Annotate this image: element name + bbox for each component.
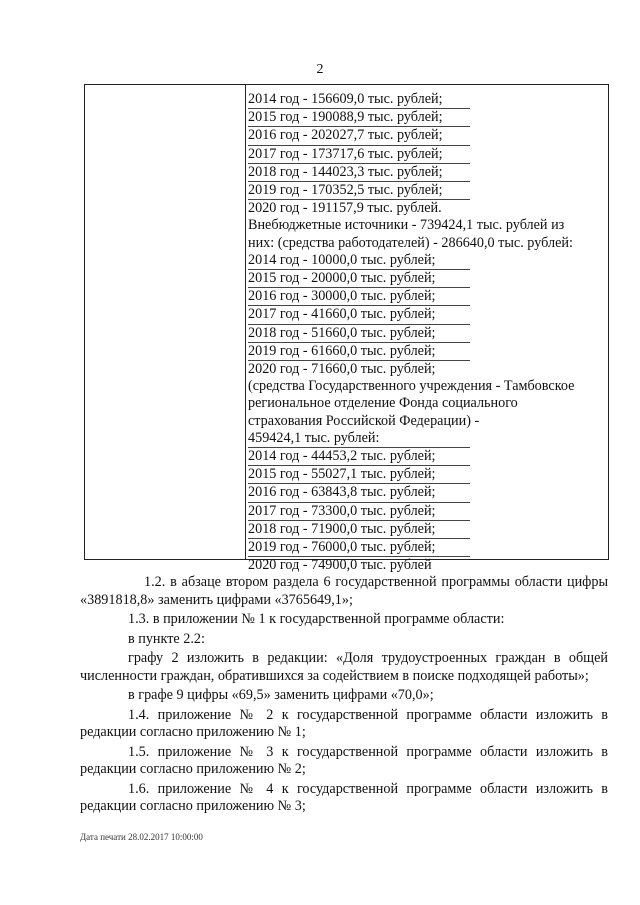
table-right-cell [248, 91, 603, 574]
table-line: 2017 год - 173717,6 тыс. рублей; [248, 146, 470, 164]
table-line: 2017 год - 41660,0 тыс. рублей; [248, 306, 470, 324]
paragraph-column-2: графу 2 изложить в редакции: «Доля трудоустроенных граждан в общей численности граждан, обратившихся за содействием в поиске подходящей работы»; [80, 650, 608, 684]
table-line: 2015 год - 190088,9 тыс. рублей; [248, 109, 470, 127]
table-line: 459424,1 тыс. рублей: [248, 430, 470, 448]
paragraph-1-5: 1.5. приложение № 3 к государственной программе области изложить в редакции согласно приложению № 2; [80, 743, 608, 777]
page-number: 2 [316, 62, 324, 77]
paragraph-column-9: в графе 9 цифры «69,5» заменить цифрами «70,0»; [128, 687, 434, 703]
table-line: 2020 год - 71660,0 тыс. рублей; [248, 361, 436, 378]
table-line: 2014 год - 10000,0 тыс. рублей; [248, 252, 470, 270]
amendment-text [80, 574, 608, 818]
table-line: 2018 год - 144023,3 тыс. рублей; [248, 164, 470, 182]
table-line: 2014 год - 44453,2 тыс. рублей; [248, 448, 470, 466]
table-line: 2019 год - 170352,5 тыс. рублей; [248, 182, 470, 200]
table-line: 2015 год - 55027,1 тыс. рублей; [248, 466, 470, 484]
table-line: 2019 год - 76000,0 тыс. рублей; [248, 539, 470, 557]
paragraph-point-2-2: в пункте 2.2: [128, 630, 205, 647]
table-line: страхования Российской Федерации) - [248, 412, 480, 429]
paragraph-1-2: 1.2. в абзаце втором раздела 6 государственной программы области цифры «3891818,8» заменить цифрами «3765649,1»; [80, 574, 608, 608]
table-line: 2019 год - 61660,0 тыс. рублей; [248, 343, 470, 361]
table-line: 2020 год - 191157,9 тыс. рублей. [248, 200, 442, 217]
table-line: 2016 год - 202027,7 тыс. рублей; [248, 127, 470, 145]
table-line: (средства Государственного учреждения - Тамбовское [248, 378, 575, 395]
table-line: региональное отделение Фонда социального [248, 395, 518, 412]
paragraph-1-4: 1.4. приложение № 2 к государственной программе области изложить в редакции согласно приложению № 1; [80, 706, 608, 740]
table-line: них: (средства работодателей) - 286640,0 тыс. рублей: [248, 234, 573, 251]
table-line: 2014 год - 156609,0 тыс. рублей; [248, 91, 470, 109]
table-line: 2018 год - 71900,0 тыс. рублей; [248, 521, 470, 539]
table-line: 2016 год - 30000,0 тыс. рублей; [248, 288, 470, 306]
paragraph-1-3: 1.3. в приложении № 1 к государственной программе области: [128, 611, 505, 627]
table-line: 2017 год - 73300,0 тыс. рублей; [248, 503, 470, 521]
print-date-footer: Дата печати 28.02.2017 10:00:00 [80, 832, 203, 842]
table-line: 2015 год - 20000,0 тыс. рублей; [248, 270, 470, 288]
table-line: Внебюджетные источники - 739424,1 тыс. рублей из [248, 217, 565, 234]
table-column-divider [245, 85, 246, 559]
funding-table [84, 84, 609, 574]
table-line: 2016 год - 63843,8 тыс. рублей; [248, 484, 470, 502]
table-line: 2020 год - 74900,0 тыс. рублей [248, 557, 432, 574]
table-line: 2018 год - 51660,0 тыс. рублей; [248, 325, 470, 343]
paragraph-1-6: 1.6. приложение № 4 к государственной программе области изложить в редакции согласно приложению № 3; [80, 780, 608, 814]
